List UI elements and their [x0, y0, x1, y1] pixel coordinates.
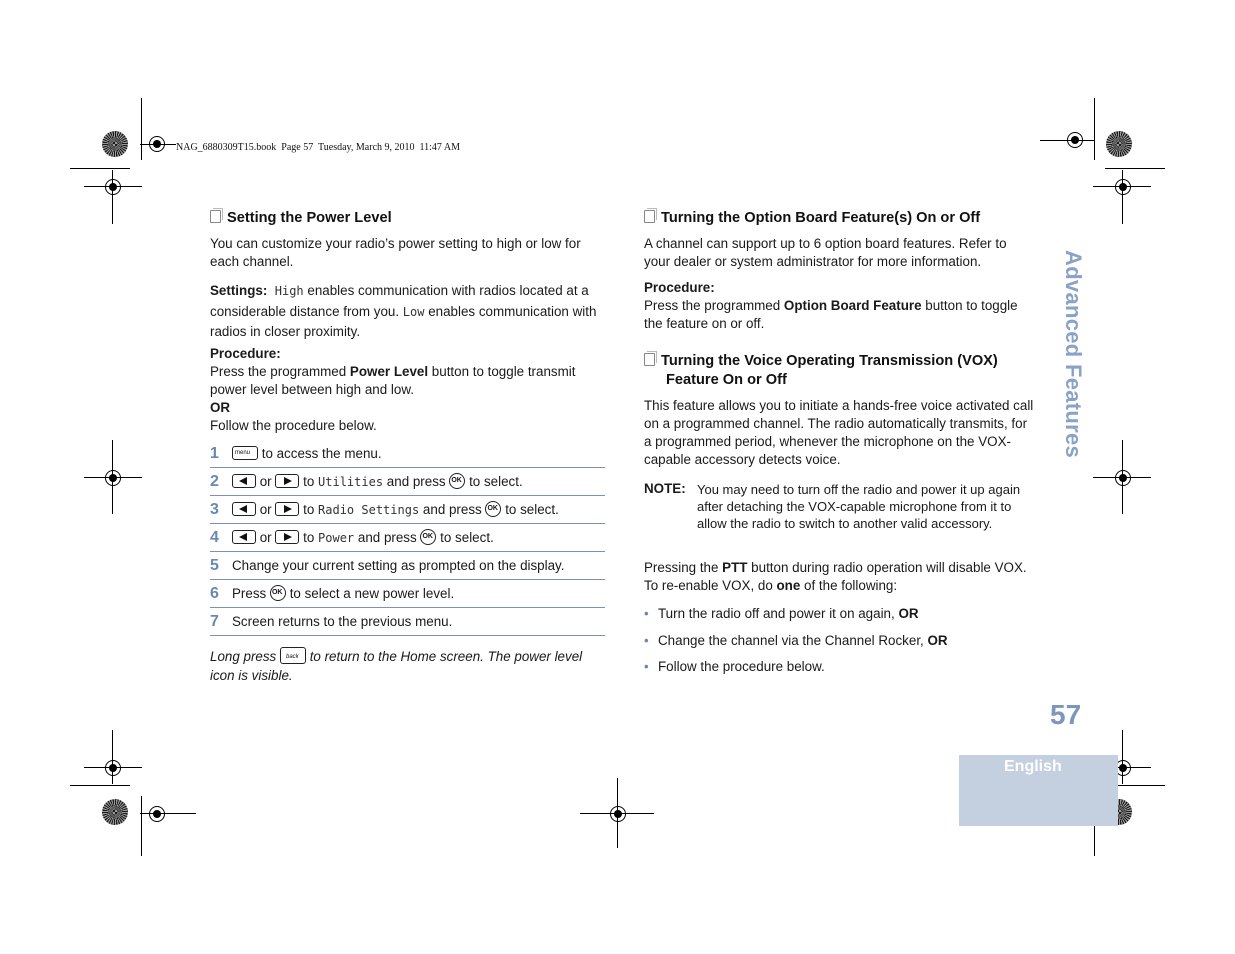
right-arrow-key-icon	[275, 530, 299, 544]
side-section-title: Advanced Features	[1061, 250, 1086, 459]
registration-mark-icon	[1115, 470, 1131, 486]
registration-mark-icon	[105, 470, 121, 486]
ptt-paragraph: Pressing the PTT button during radio operation will disable VOX. To re-enable VOX, do one of the following:	[644, 560, 1027, 593]
section-bullet-icon	[644, 353, 655, 366]
or-label: OR	[210, 400, 231, 415]
option-board-procedure-text: Press the programmed Option Board Feature button to toggle the feature on or off.	[644, 298, 1018, 331]
step-4: 4 or to Power and press OK to select.	[210, 524, 605, 552]
step-5: 5 Change your current setting as prompted on the display.	[210, 552, 605, 580]
registration-mark-icon	[149, 136, 165, 152]
step-7: 7 Screen returns to the previous menu.	[210, 608, 605, 636]
language-tab-label: English	[1004, 758, 1062, 775]
back-home-key-icon	[280, 647, 306, 664]
registration-mark-icon	[105, 760, 121, 776]
ok-key-icon	[449, 473, 465, 489]
option-board-intro: A channel can support up to 6 option board features. Refer to your dealer or system administrator for more information.	[644, 236, 1007, 269]
procedure-text: Press the programmed Power Level button to toggle transmit power level between high and low.	[210, 364, 576, 397]
registration-disc-icon	[1106, 131, 1132, 157]
section-heading-vox: Turning the Voice Operating Transmission (VOX) Feature On or Off	[644, 352, 1044, 390]
vox-intro: This feature allows you to initiate a hands-free voice activated call on a programmed channel. The radio automatically transmits, for a programmed period, whenever the microphone on the VOX-capable accessory detects voice.	[644, 398, 1034, 467]
registration-disc-icon	[102, 131, 128, 157]
right-arrow-key-icon	[275, 474, 299, 488]
list-item: • Follow the procedure below.	[658, 658, 825, 676]
section-heading-option-board: Turning the Option Board Feature(s) On or Off	[644, 209, 980, 228]
ok-key-icon	[270, 585, 286, 601]
section-bullet-icon	[210, 210, 221, 223]
left-arrow-key-icon	[232, 502, 256, 516]
ok-key-icon	[420, 529, 436, 545]
step-3: 3 or to Radio Settings and press OK to select.	[210, 496, 605, 524]
list-item: • Change the channel via the Channel Rocker, OR	[658, 632, 948, 650]
setting-low-value: Low	[402, 304, 425, 319]
registration-mark-icon	[1067, 132, 1083, 148]
print-header-note: NAG_6880309T15.book Page 57 Tuesday, March 9, 2010 11:47 AM	[176, 142, 460, 153]
procedure-steps	[210, 440, 605, 636]
right-arrow-key-icon	[275, 502, 299, 516]
power-level-intro: You can customize your radio’s power setting to high or low for each channel.	[210, 236, 581, 269]
ok-key-icon	[485, 501, 501, 517]
menu-key-icon	[232, 446, 258, 460]
settings-paragraph: Settings: High enables communication with radios located at a considerable distance from you. Low enables communication with radios in closer proximity.	[210, 283, 597, 339]
left-arrow-key-icon	[232, 530, 256, 544]
left-arrow-key-icon	[232, 474, 256, 488]
section-heading-power-level: Setting the Power Level	[210, 209, 392, 228]
registration-mark-icon	[610, 806, 626, 822]
procedure-label: Procedure:	[210, 346, 281, 361]
note-text: You may need to turn off the radio and power it up again after detaching the VOX-capable microphone from it to allow the radio to switch to another valid accessory.	[697, 482, 1021, 531]
setting-high-value: High	[274, 284, 304, 298]
step-1: 1 menu to access the menu.	[210, 440, 605, 468]
step-2: 2 or to Utilities and press OK to select.	[210, 468, 605, 496]
registration-disc-icon	[102, 799, 128, 825]
section-bullet-icon	[644, 210, 655, 223]
step-6: 6 Press OK to select a new power level.	[210, 580, 605, 608]
page-number: 57	[1050, 699, 1082, 730]
follow-text: Follow the procedure below.	[210, 418, 377, 433]
registration-mark-icon	[105, 179, 121, 195]
registration-mark-icon	[149, 806, 165, 822]
home-screen-note: Long press back to return to the Home screen. The power level icon is visible.	[210, 647, 605, 685]
list-item: • Turn the radio off and power it on again, OR	[658, 605, 919, 623]
option-board-procedure-label: Procedure:	[644, 280, 715, 295]
note-label: NOTE:	[644, 481, 686, 496]
registration-mark-icon	[1115, 179, 1131, 195]
